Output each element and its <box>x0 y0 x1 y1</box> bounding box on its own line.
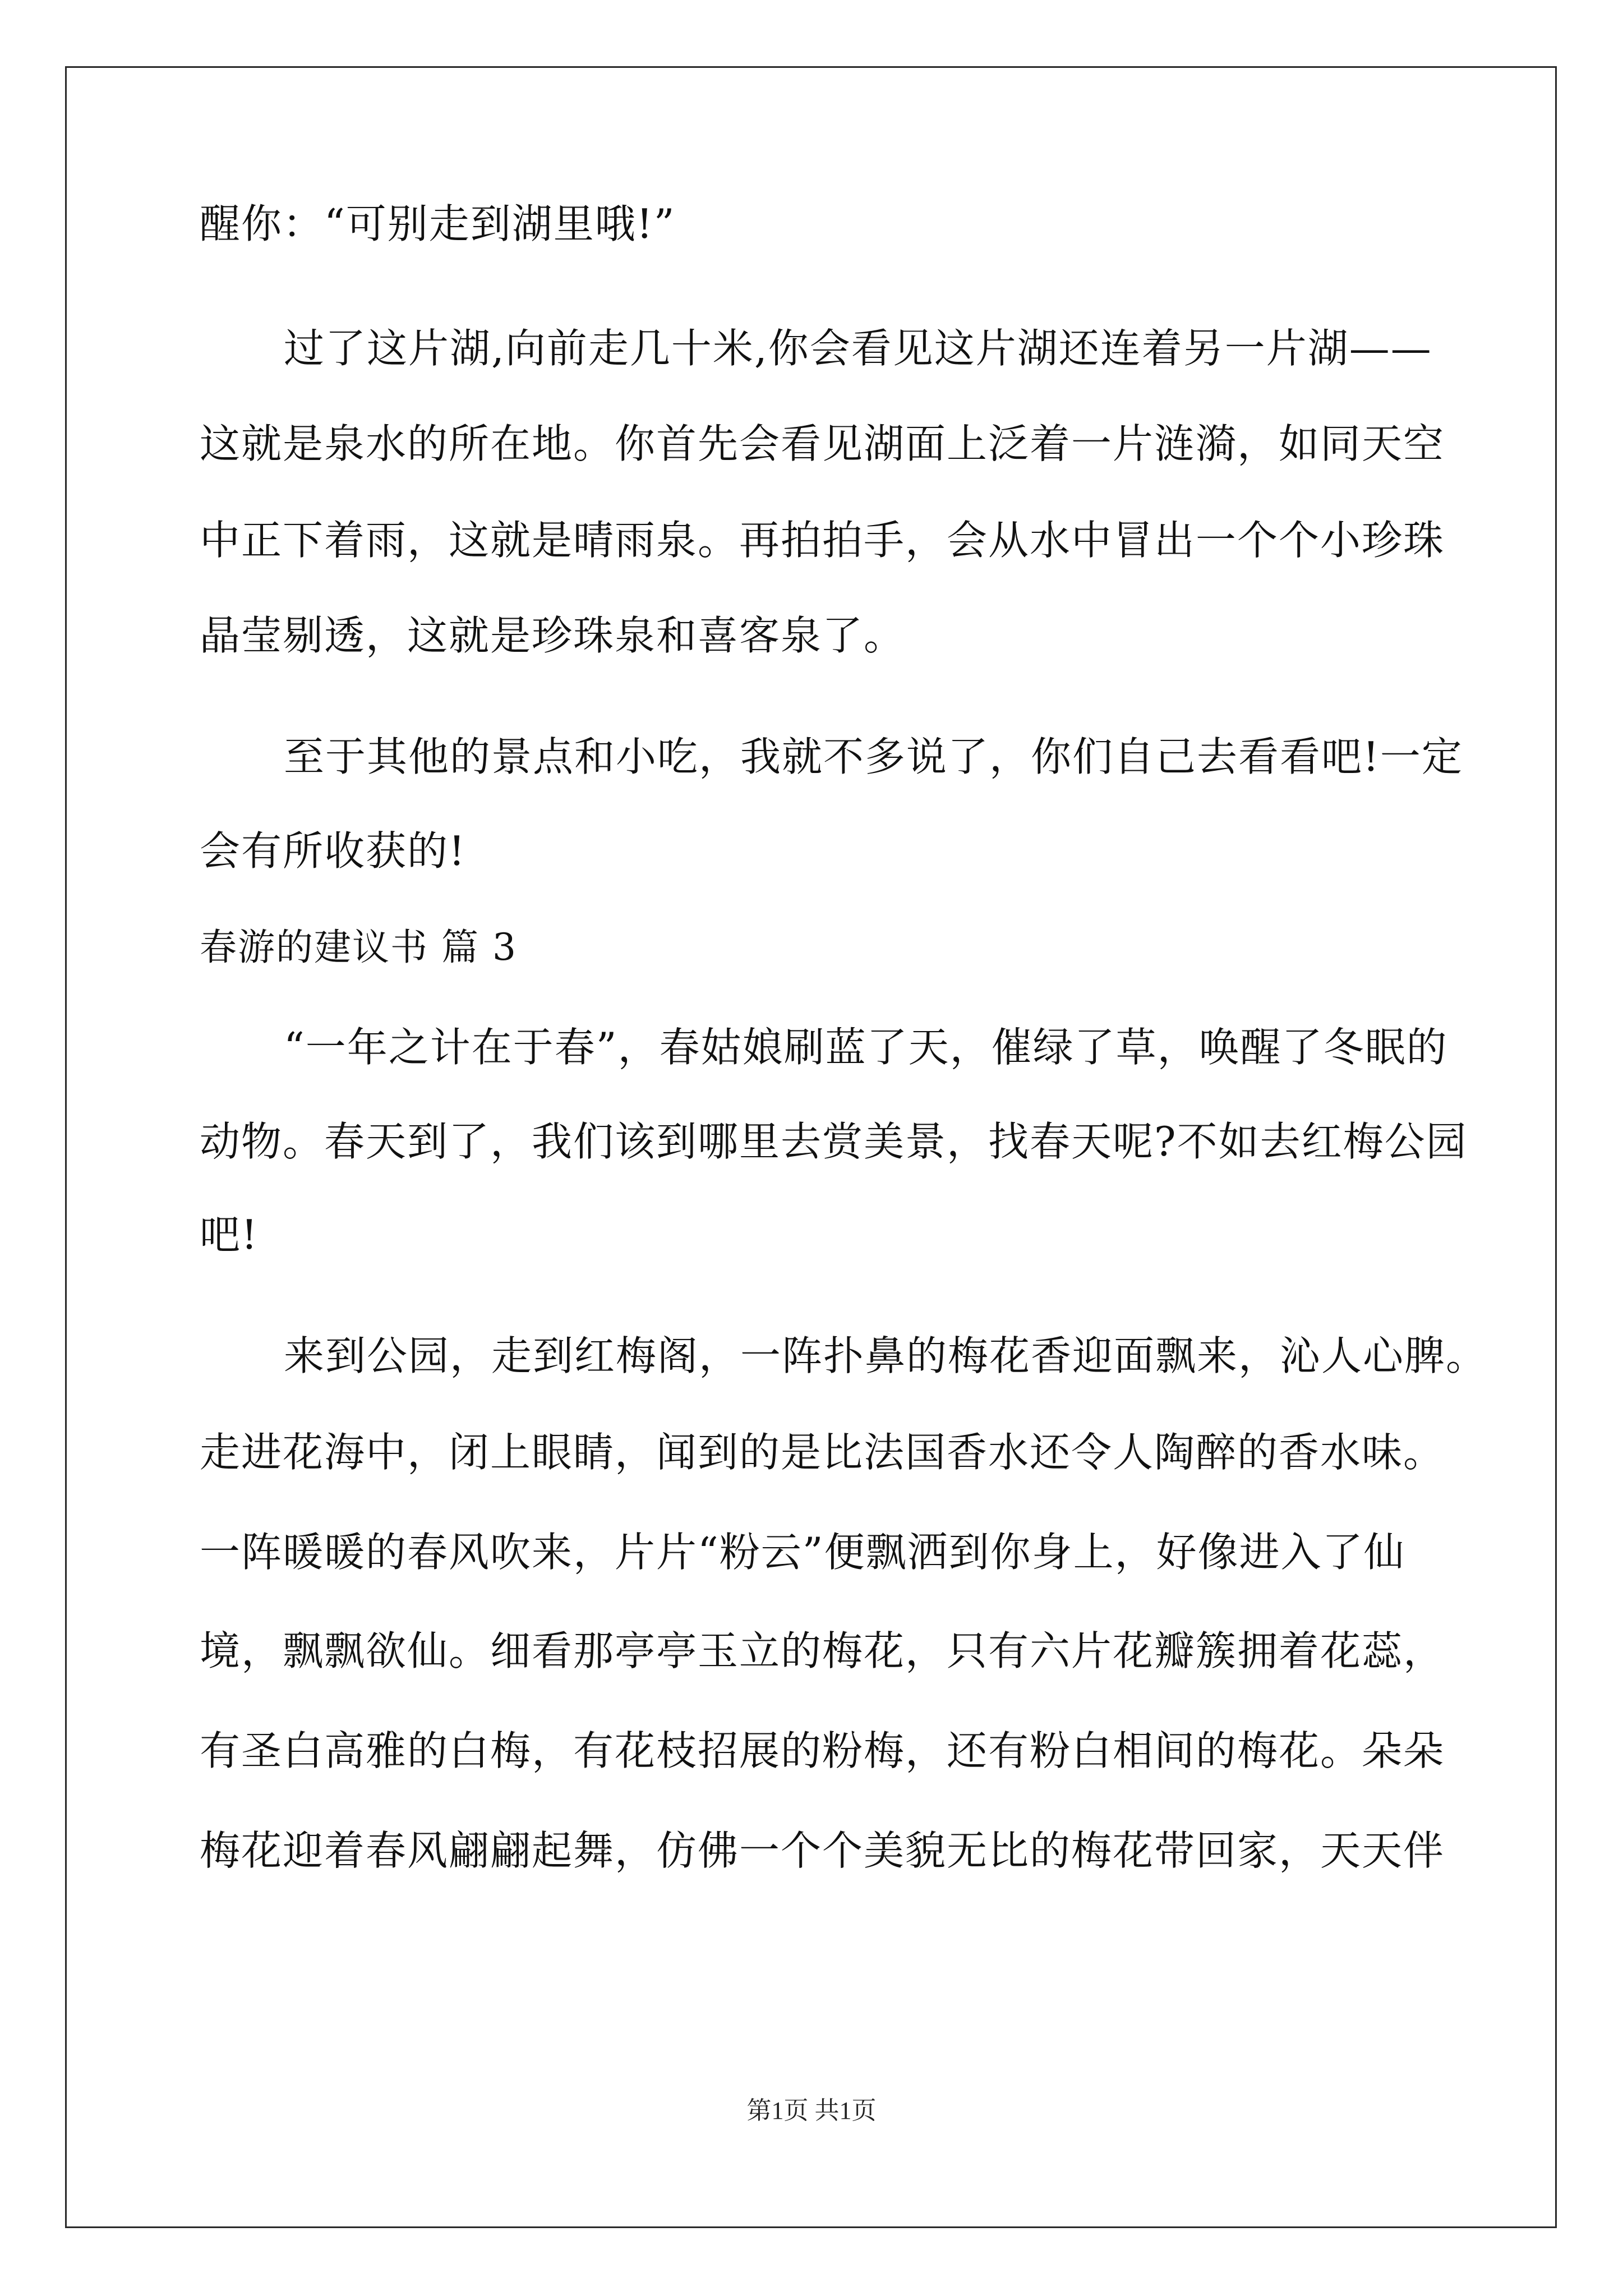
text-line: 有圣白高雅的白梅，有花枝招展的粉梅，还有粉白相间的梅花。朵朵 <box>200 1727 1445 1774</box>
text-line: 吧! <box>200 1211 259 1258</box>
text-line: 这就是泉水的所在地。你首先会看见湖面上泛着一片涟漪，如同天空 <box>200 420 1445 467</box>
text-line: 境，飘飘欲仙。细看那亭亭玉立的梅花，只有六片花瓣簇拥着花蕊， <box>200 1627 1445 1674</box>
page-footer: 第1页 共1页 <box>746 2097 877 2124</box>
text-line: 梅花迎着春风翩翩起舞，仿佛一个个美貌无比的梅花带回家，天天伴 <box>200 1827 1445 1874</box>
text-line: 中正下着雨，这就是晴雨泉。再拍拍手，会从水中冒出一个个小珍珠 <box>200 517 1445 564</box>
text-line: 走进花海中，闭上眼睛，闻到的是比法国香水还令人陶醉的香水味。 <box>200 1429 1445 1476</box>
section-heading: 春游的建议书 篇 3 <box>200 926 517 969</box>
text-line: 一阵暖暖的春风吹来，片片“粉云”便飘洒到你身上，好像进入了仙 <box>200 1529 1405 1576</box>
text-line: 过了这片湖,向前走几十米,你会看见这片湖还连着另一片湖—— <box>284 325 1432 372</box>
text-line: 会有所收获的! <box>200 827 466 875</box>
text-line: 醒你：“可别走到湖里哦!” <box>200 200 676 247</box>
text-line: 动物。春天到了，我们该到哪里去赏美景，找春天呢?不如去红梅公园 <box>200 1118 1468 1165</box>
text-line: 来到公园，走到红梅阁，一阵扑鼻的梅花香迎面飘来，沁人心脾。 <box>284 1332 1488 1379</box>
text-line: 至于其他的景点和小吃，我就不多说了，你们自己去看看吧!一定 <box>284 733 1463 780</box>
text-line: “一年之计在于春”，春姑娘刷蓝了天，催绿了草，唤醒了冬眠的 <box>284 1024 1448 1071</box>
text-line: 晶莹剔透，这就是珍珠泉和喜客泉了。 <box>200 612 906 659</box>
